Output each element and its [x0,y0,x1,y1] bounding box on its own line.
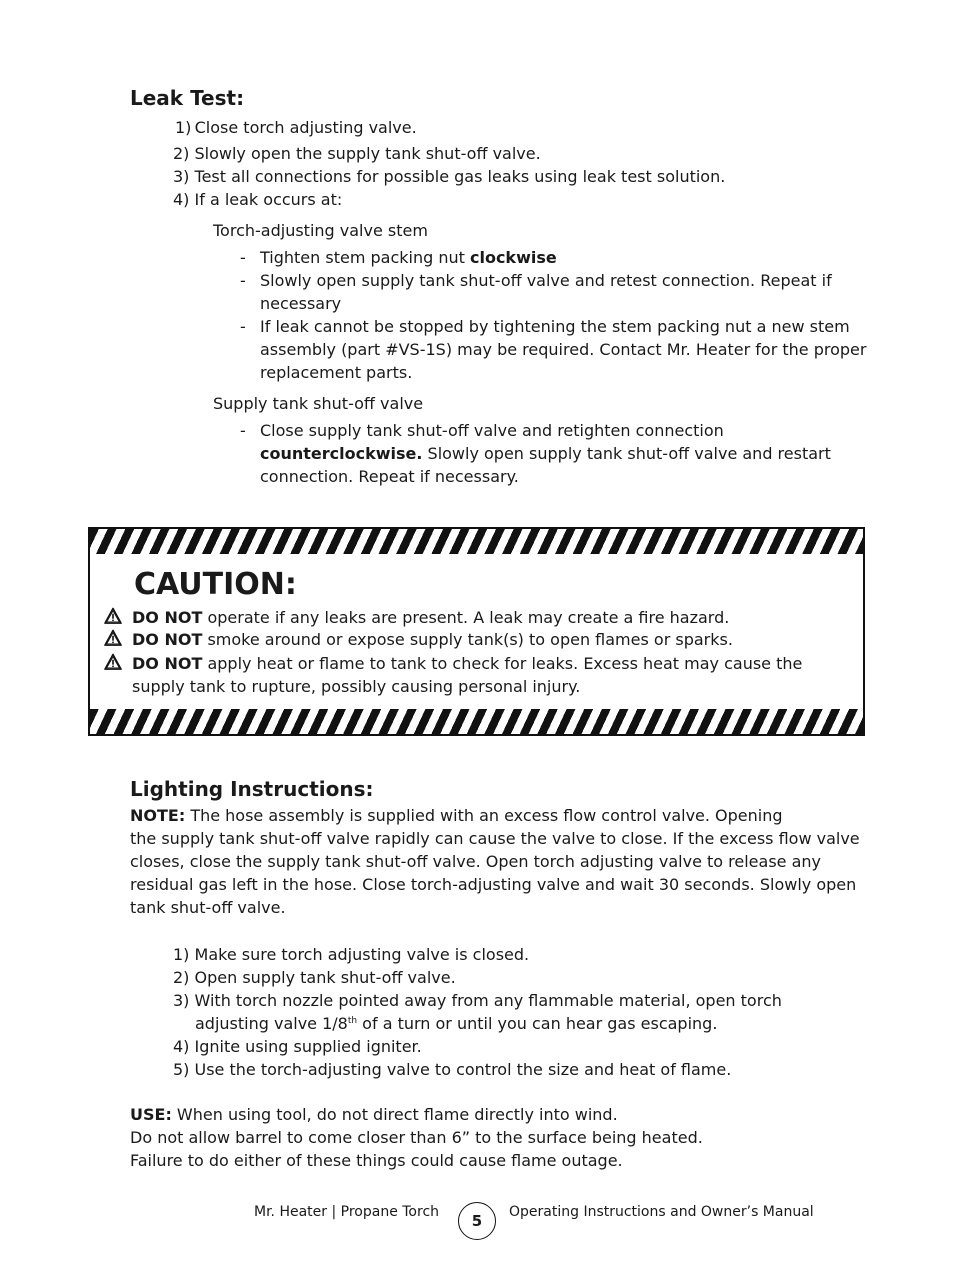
warning-text: smoke around or expose supply tank(s) to open flames or sparks. [202,630,733,649]
lighting-step-1: 1) Make sure torch adjusting valve is closed. [173,945,530,964]
shutoff-item-bold: counterclockwise. [260,444,423,463]
lighting-step-4: 4) Ignite using supplied igniter. [173,1037,422,1056]
warning-icon [104,607,122,625]
valve-stem-item-2-text: Slowly open supply tank shut-off valve and retest connection. Repeat if necessary [260,271,832,313]
valve-stem-item-1-text: Tighten stem packing nut [260,248,470,267]
lighting-step-2: 2) Open supply tank shut-off valve. [173,968,456,987]
leak-step-3: 3) Test all connections for possible gas leaks using leak test solution. [173,167,726,186]
use-line-2: Do not allow barrel to come closer than 6” to the surface being heated. [130,1128,703,1147]
shutoff-item-post: Slowly open supply tank shut-off valve and restart connection. Repeat if necessary. [260,444,831,486]
caution-box [88,527,865,736]
page-number: 5 [458,1202,496,1240]
step3-text: adjusting valve 1/8 [195,1014,348,1033]
valve-stem-label: Torch-adjusting valve stem [213,221,428,240]
note-text: The hose assembly is supplied with an excess flow control valve. Opening [185,806,783,825]
shutoff-item-pre: Close supply tank shut-off valve and retighten connection [260,421,724,440]
warning-icon [104,653,122,671]
shutoff-valve-label: Supply tank shut-off valve [213,394,424,413]
warning-text: apply heat or flame to tank to check for leaks. Excess heat may cause the supply tank to rupture, possibly causing personal injury. [132,654,803,696]
lighting-step-3-cont [195,1012,717,1035]
step3-text-end: of a turn or until you can hear gas escaping. [357,1014,718,1033]
dash: - [240,271,246,290]
dash: - [240,248,246,267]
do-not-label: DO NOT [132,630,203,649]
use-label: USE: [130,1105,172,1124]
hazard-stripe-top [90,529,863,554]
do-not-label: DO NOT [132,654,203,673]
lighting-heading: Lighting Instructions: [130,777,374,801]
valve-stem-item-1-bold: clockwise [469,248,557,267]
lighting-note-paragraph: the supply tank shut-off valve rapidly can cause the valve to close. If the excess flow valve closes, close the supply tank shut-off valve. Open torch adjusting valve to release any residual gas left in the hose. Close torch-adjusting valve and wait 30 seconds. Slowly open tank shut-off valve. [130,829,860,917]
warning-text: operate if any leaks are present. A leak may create a fire hazard. [202,608,730,627]
superscript-th: th [347,1016,358,1026]
leak-test-heading: Leak Test: [130,86,245,110]
leak-step-1: 1) Close torch adjusting valve. [175,118,417,137]
use-line-3: Failure to do either of these things could cause flame outage. [130,1151,623,1170]
lighting-step-3: 3) With torch nozzle pointed away from any flammable material, open torch [173,991,782,1010]
use-line-1 [130,1103,618,1126]
warning-icon [104,629,122,647]
lighting-step-5: 5) Use the torch-adjusting valve to control the size and heat of flame. [173,1060,732,1079]
do-not-label: DO NOT [132,608,203,627]
dash: - [240,421,246,440]
leak-step-2: 2) Slowly open the supply tank shut-off valve. [173,144,541,163]
valve-stem-item-3-text: If leak cannot be stopped by tightening the stem packing nut a new stem assembly (part #VS-1S) may be required. Contact Mr. Heater for the proper replacement parts. [260,317,867,382]
note-label: NOTE: [130,806,186,825]
footer-left: Mr. Heater | Propane Torch [254,1204,440,1220]
caution-title: CAUTION: [134,567,297,602]
lighting-note-first-line [130,804,783,827]
use-text: When using tool, do not direct flame directly into wind. [171,1105,618,1124]
dash: - [240,317,246,336]
leak-step-4: 4) If a leak occurs at: [173,190,343,209]
hazard-stripe-bottom [90,709,863,734]
footer-right: Operating Instructions and Owner’s Manual [509,1204,814,1220]
